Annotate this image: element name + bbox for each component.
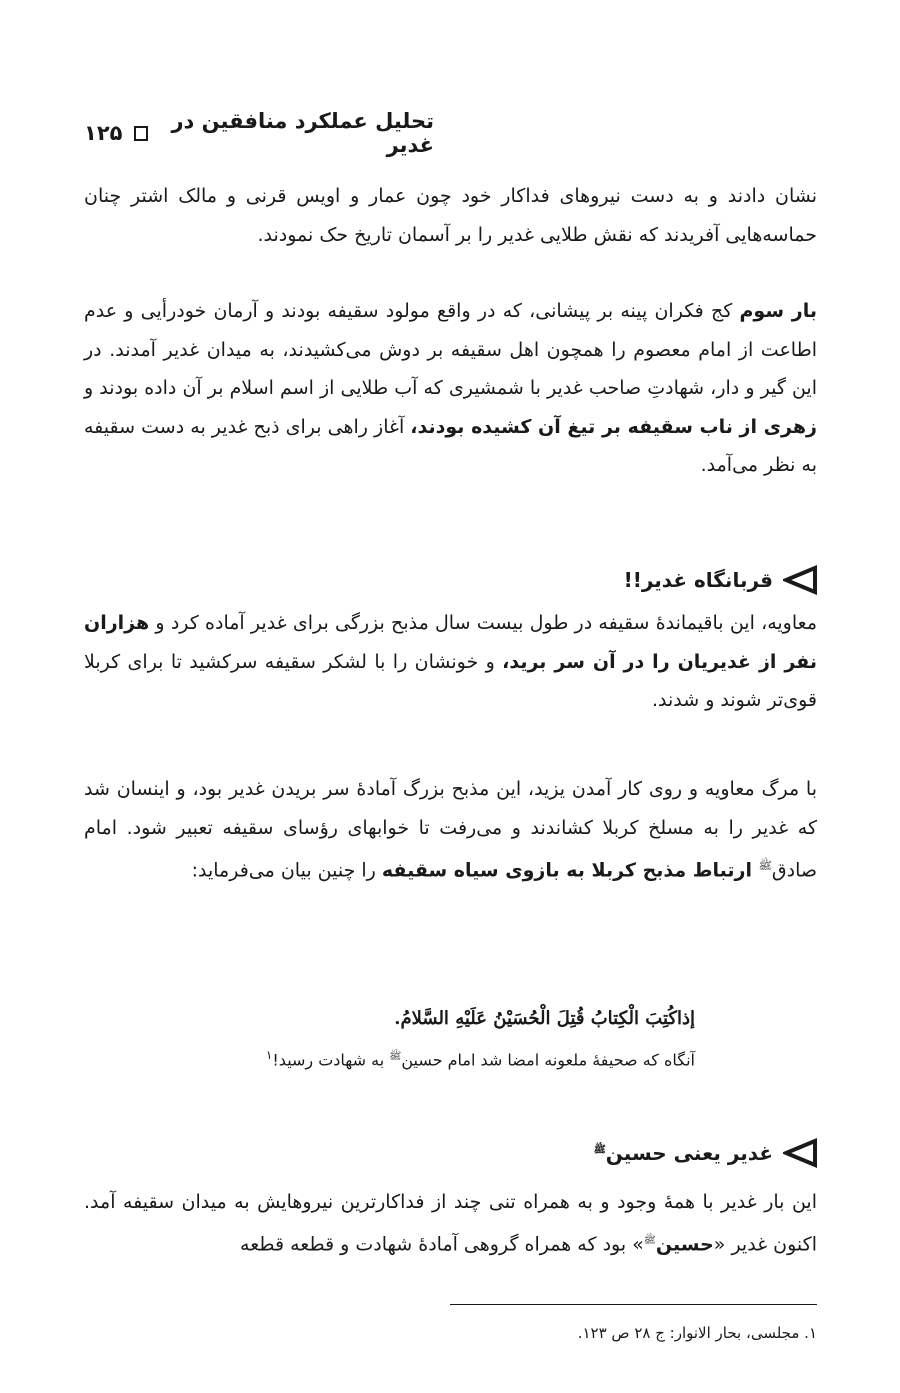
hadith-arabic: إذاكُتِبَ الْكِتابُ قُتِلَ الْحُسَيْنُ عَلَيْهِ السَّلامُ. — [394, 1008, 695, 1029]
paragraph-4 — [84, 770, 817, 890]
section-heading-1 — [84, 565, 817, 595]
paragraph-2-text-a: کج فکران پینه بر پیشانی، که در واقع مولود سقیفه بودند و آرمان خودرأیی و عدم اطاعت از امام معصوم را همچون اهل سقیفه بر دوش می‌کشیدند، به میدان غدیر آمدند. در این گیر و دار، شهادتِ صاحب غدیر با شمشیری که آب طلایی از اسم اسلام بر آن داده بودند و — [84, 300, 817, 399]
paragraph-3-text-a: معاویه، این باقیماندهٔ سقیفه در طول بیست سال مذبح بزرگی برای غدیر آماده کرد و — [149, 612, 817, 634]
paragraph-2-bold-2: زهری از ناب سقیفه بر تیغ آن کشیده بودند، — [410, 415, 817, 438]
page-number: ۱۲۵ — [84, 121, 123, 145]
paragraph-4-text-a: با مرگ معاویه و روی کار آمدن یزید، این مذبح بزرگ آمادهٔ سر بریدن غدیر بود، و اینسان شد که غدیر را به مسلخ کربلا کشاندند و می‌رفت تا خوابهای رؤسای سقیفه تعبیر شود. امام صادق — [84, 778, 817, 882]
paragraph-3-text-b: و خونشان را با لشکر سقیفه سرکشید تا برای کربلا قوی‌تر شوند و شدند. — [84, 650, 817, 711]
section-heading-2 — [84, 1138, 817, 1168]
paragraph-5 — [84, 1183, 817, 1263]
section-heading-2-text — [594, 1141, 773, 1165]
paragraph-3-bold: هزاران نفر از غدیریان را در آن سر برید، — [84, 612, 817, 673]
hadith-translation-text: آنگاه که صحیفهٔ ملعونه امضا شد امام حسین — [401, 1050, 695, 1070]
running-header — [84, 109, 434, 157]
paragraph-1-text: نشان دادند و به دست نیروهای فداکار خود چون عمار و اویس قرنی و مالک اشتر چنان حماسه‌هایی آفریدند که نقش طلایی غدیر را بر آسمان تاریخ حک نمودند. — [84, 185, 817, 246]
paragraph-1 — [84, 177, 817, 254]
honorific-mark: ﷺ — [593, 1144, 606, 1156]
paragraph-4-text-b: را چنین بیان می‌فرماید: — [191, 859, 382, 882]
section-heading-1-text: قربانگاه غدیر!! — [623, 568, 773, 592]
footnote-text: ۱. مجلسی، بحار الانوار: ج ۲۸ ص ۱۲۳. — [577, 1324, 817, 1342]
paragraph-2 — [84, 292, 817, 485]
honorific-mark: ﷺ — [643, 1234, 656, 1246]
footnote-divider — [450, 1304, 817, 1305]
chapter-title: تحلیل عملکرد منافقین در غدیر — [171, 109, 434, 157]
paragraph-3 — [84, 604, 817, 720]
separator-square-icon — [134, 126, 148, 141]
section-heading-2-label: غدیر یعنی حسین — [605, 1141, 773, 1165]
footnote-reference: ۱ — [265, 1048, 273, 1062]
triangle-marker-icon — [783, 565, 817, 595]
paragraph-4-bold: ارتباط مذبح کربلا به بازوی سیاه سقیفه — [381, 859, 759, 882]
honorific-mark: ﷺ — [758, 859, 772, 872]
paragraph-2-bold-1: بار سوم — [739, 300, 818, 322]
paragraph-2-text-b: آغاز راهی برای ذبح غدیر به دست سقیفه به نظر می‌آمد. — [84, 415, 817, 476]
footnote — [450, 1318, 817, 1348]
paragraph-5-text-b: » بود که همراه گروهی آمادهٔ شهادت و قطعه قطعه — [240, 1232, 644, 1255]
triangle-marker-icon — [783, 1138, 817, 1168]
paragraph-5-bold: حسین — [655, 1232, 714, 1255]
hadith-translation-end: به شهادت رسید! — [272, 1050, 390, 1070]
paragraph-5-text-a: این بار غدیر با همهٔ وجود و به همراه تنی چند از فداکارترین نیروهایش به میدان سقیفه آمد. اکنون غدیر « — [84, 1191, 817, 1255]
hadith-translation — [150, 1038, 695, 1077]
honorific-mark: ﷺ — [389, 1051, 402, 1062]
hadith-quote — [150, 1000, 695, 1077]
